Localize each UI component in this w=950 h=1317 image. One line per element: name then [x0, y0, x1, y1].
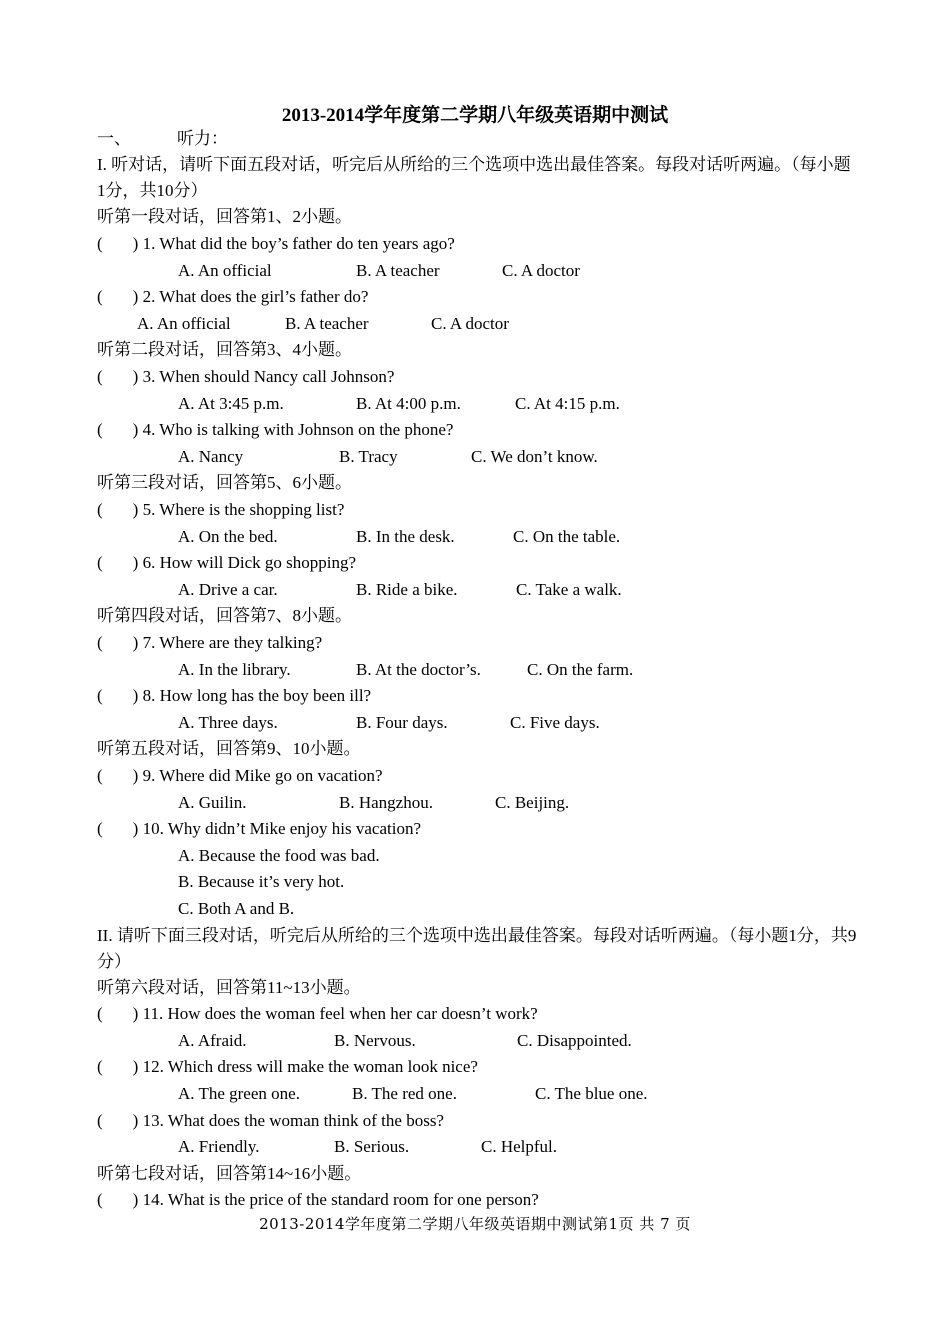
- answer-blank-close: ): [132, 686, 139, 705]
- question-text: 1. What did the boy’s father do ten years ago?: [142, 234, 455, 253]
- answer-blank-open[interactable]: (: [97, 686, 103, 705]
- answer-blank-open[interactable]: (: [97, 1190, 103, 1209]
- option-b: B. Nervous.: [334, 1031, 416, 1050]
- answer-blank-open[interactable]: (: [97, 287, 103, 306]
- answer-blank-close: ): [132, 367, 139, 386]
- option-a: A. The green one.: [178, 1084, 300, 1103]
- option-a: A. At 3:45 p.m.: [178, 394, 284, 413]
- option-b: B. Ride a bike.: [356, 580, 458, 599]
- option-a: A. Drive a car.: [178, 580, 278, 599]
- option-a: A. Friendly.: [178, 1137, 260, 1156]
- option-c: C. Both A and B.: [178, 899, 295, 918]
- question-4: [97, 419, 453, 441]
- part2-instructions: II. 请听下面三段对话，听完后从所给的三个选项中选出最佳答案。每段对话听两遍。（每小题1分，共9分）: [97, 926, 857, 971]
- answer-blank-close: ): [132, 766, 139, 785]
- option-c: C. The blue one.: [535, 1084, 648, 1103]
- answer-blank-open[interactable]: (: [97, 1057, 103, 1076]
- answer-blank-close: ): [132, 420, 139, 439]
- option-a: A. Afraid.: [178, 1031, 247, 1050]
- option-c: C. On the table.: [513, 527, 621, 546]
- answer-blank-open[interactable]: (: [97, 1004, 103, 1023]
- answer-blank-open[interactable]: (: [97, 633, 103, 652]
- option-a: A. Because the food was bad.: [178, 846, 380, 865]
- answer-blank-close: ): [132, 1111, 139, 1130]
- dialogue-heading: 听第四段对话，回答第7、8小题。: [97, 606, 352, 625]
- question-text: 3. When should Nancy call Johnson?: [142, 367, 395, 386]
- option-b: B. At 4:00 p.m.: [356, 394, 461, 413]
- option-a: A. An official: [137, 314, 231, 333]
- dialogue-heading: 听第三段对话，回答第5、6小题。: [97, 473, 352, 492]
- question-text: 10. Why didn’t Mike enjoy his vacation?: [142, 819, 422, 838]
- answer-blank-close: ): [132, 1057, 139, 1076]
- question-text: 11. How does the woman feel when her car doesn’t work?: [142, 1004, 538, 1023]
- question-6: [97, 552, 356, 574]
- answer-blank-close: ): [132, 1004, 139, 1023]
- question-8: [97, 685, 371, 707]
- question-9: [97, 765, 383, 787]
- part1-instructions: I. 听对话，请听下面五段对话，听完后从所给的三个选项中选出最佳答案。每段对话听两遍。（每小题1分，共10分）: [97, 155, 851, 200]
- question-10: [97, 818, 421, 840]
- answer-blank-close: ): [132, 287, 139, 306]
- exam-title: 2013-2014学年度第二学期八年级英语期中测试: [281, 105, 669, 126]
- question-text: 13. What does the woman think of the boss?: [142, 1111, 444, 1130]
- question-text: 2. What does the girl’s father do?: [142, 287, 369, 306]
- question-text: 12. Which dress will make the woman look nice?: [142, 1057, 478, 1076]
- option-c: C. At 4:15 p.m.: [515, 394, 620, 413]
- question-2: [97, 286, 368, 308]
- page-footer: 2013-2014学年度第二学期八年级英语期中测试第1页 共 7 页: [259, 1215, 691, 1233]
- option-b: B. A teacher: [285, 314, 369, 333]
- answer-blank-close: ): [132, 819, 139, 838]
- option-b: B. Serious.: [334, 1137, 410, 1156]
- answer-blank-close: ): [132, 1190, 139, 1209]
- dialogue-heading: 听第六段对话，回答第11~13小题。: [97, 978, 361, 997]
- option-b: B. In the desk.: [356, 527, 455, 546]
- option-c: C. Take a walk.: [516, 580, 622, 599]
- question-text: 14. What is the price of the standard room for one person?: [142, 1190, 539, 1209]
- option-b: B. The red one.: [352, 1084, 457, 1103]
- option-b: B. A teacher: [356, 261, 440, 280]
- question-13: [97, 1110, 444, 1132]
- section-label: 听力：: [177, 129, 228, 148]
- option-c: C. Helpful.: [481, 1137, 558, 1156]
- question-text: 4. Who is talking with Johnson on the phone?: [142, 420, 454, 439]
- question-text: 6. How will Dick go shopping?: [142, 553, 357, 572]
- question-11: [97, 1003, 538, 1025]
- answer-blank-open[interactable]: (: [97, 500, 103, 519]
- question-7: [97, 632, 322, 654]
- option-a: A. Nancy: [178, 447, 244, 466]
- question-12: [97, 1056, 478, 1078]
- option-b: B. At the doctor’s.: [356, 660, 481, 679]
- question-text: 8. How long has the boy been ill?: [142, 686, 372, 705]
- option-b: B. Tracy: [339, 447, 398, 466]
- option-b: B. Four days.: [356, 713, 448, 732]
- option-a: A. In the library.: [178, 660, 291, 679]
- question-text: 5. Where is the shopping list?: [142, 500, 345, 519]
- option-c: C. Beijing.: [495, 793, 570, 812]
- option-c: C. On the farm.: [527, 660, 634, 679]
- option-c: C. We don’t know.: [471, 447, 598, 466]
- question-14: [97, 1189, 539, 1211]
- answer-blank-open[interactable]: (: [97, 1111, 103, 1130]
- answer-blank-open[interactable]: (: [97, 420, 103, 439]
- option-c: C. Five days.: [510, 713, 600, 732]
- option-a: A. Three days.: [178, 713, 278, 732]
- answer-blank-open[interactable]: (: [97, 766, 103, 785]
- question-text: 9. Where did Mike go on vacation?: [142, 766, 383, 785]
- question-text: 7. Where are they talking?: [142, 633, 323, 652]
- answer-blank-open[interactable]: (: [97, 367, 103, 386]
- question-1: [97, 233, 455, 255]
- option-a: A. Guilin.: [178, 793, 247, 812]
- option-c: C. A doctor: [431, 314, 509, 333]
- dialogue-heading: 听第五段对话，回答第9、10小题。: [97, 739, 361, 758]
- option-a: A. An official: [178, 261, 272, 280]
- question-5: [97, 499, 344, 521]
- option-a: A. On the bed.: [178, 527, 278, 546]
- answer-blank-close: ): [132, 234, 139, 253]
- answer-blank-open[interactable]: (: [97, 819, 103, 838]
- dialogue-heading: 听第一段对话，回答第1、2小题。: [97, 207, 352, 226]
- section-heading: [97, 128, 228, 150]
- question-3: [97, 366, 394, 388]
- option-b: B. Because it’s very hot.: [178, 872, 345, 891]
- answer-blank-open[interactable]: (: [97, 553, 103, 572]
- answer-blank-close: ): [132, 500, 139, 519]
- dialogue-heading: 听第二段对话，回答第3、4小题。: [97, 340, 352, 359]
- option-b: B. Hangzhou.: [339, 793, 433, 812]
- answer-blank-close: ): [132, 633, 139, 652]
- answer-blank-close: ): [132, 553, 139, 572]
- dialogue-heading: 听第七段对话，回答第14~16小题。: [97, 1164, 362, 1183]
- section-number: 一、: [97, 129, 131, 148]
- answer-blank-open[interactable]: (: [97, 234, 103, 253]
- option-c: C. A doctor: [502, 261, 580, 280]
- option-c: C. Disappointed.: [517, 1031, 632, 1050]
